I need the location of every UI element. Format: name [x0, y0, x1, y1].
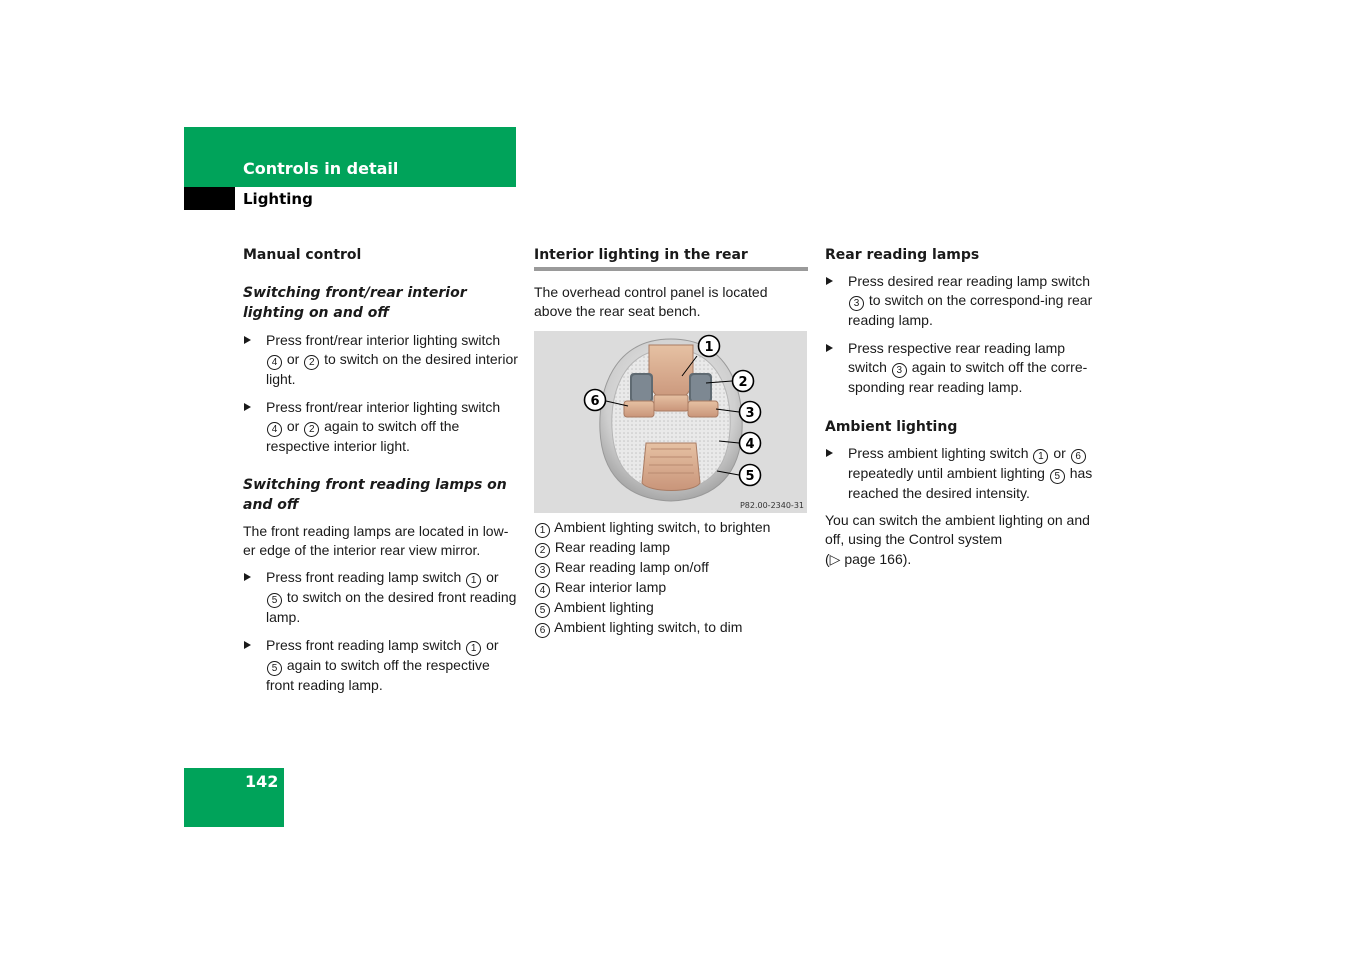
legend-item: 1 Ambient lighting switch, to brighten: [534, 518, 808, 538]
callout-2: [733, 370, 754, 391]
page-number: 142: [245, 772, 279, 791]
bullet-arrow-icon: [244, 403, 251, 411]
page-reference-link[interactable]: page 166).: [844, 550, 912, 567]
callout-number: 6: [1071, 449, 1086, 464]
callout-number: 4: [267, 422, 282, 437]
callout-number: 1: [466, 641, 481, 656]
legend-item: 4 Rear interior lamp: [534, 578, 808, 598]
header-band: [184, 127, 516, 187]
bullet-arrow-icon: [826, 344, 833, 352]
callout-number: 3: [892, 363, 907, 378]
paragraph-control-system: You can switch the ambient lighting on and off, using the Control system (▷ page 166).: [825, 512, 1090, 567]
heading-ambient-lighting: Ambient lighting: [825, 418, 958, 435]
overhead-panel-figure: [534, 331, 807, 513]
svg-text:3: 3: [745, 405, 755, 421]
svg-text:4: 4: [745, 436, 755, 452]
instruction-item: Press front reading lamp switch 1 or 5 again to switch off the respective front reading lamp.: [243, 636, 519, 695]
figure-legend: [534, 518, 808, 638]
svg-text:1: 1: [704, 339, 714, 355]
instruction-item: Press desired rear reading lamp switch 3 to switch on the correspond-ing rear reading lamp.: [825, 272, 1105, 331]
bullet-arrow-icon: [244, 573, 251, 581]
paragraph-panel-location: The overhead control panel is located above the rear seat bench.: [534, 284, 768, 320]
instruction-item: Press ambient lighting switch 1 or 6 repeatedly until ambient lighting 5 has reached the desired intensity.: [825, 444, 1105, 503]
subsection-marker: [184, 187, 235, 210]
legend-item: 3 Rear reading lamp on/off: [534, 558, 808, 578]
heading-manual-control: Manual control: [243, 247, 362, 263]
figure-code: P82.00-2340-31: [739, 500, 804, 510]
instruction-item: Press front/rear interior lighting switch 4 or 2 again to switch off the respective interior light.: [243, 398, 519, 457]
heading-rear-reading-lamps: Rear reading lamps: [825, 247, 980, 263]
overhead-panel-illustration: [534, 331, 807, 513]
paragraph-mirror: The front reading lamps are located in low-er edge of the interior rear view mirror.: [243, 522, 509, 559]
svg-text:2: 2: [738, 374, 748, 390]
callout-3: [740, 401, 761, 422]
bullet-arrow-icon: [244, 641, 251, 649]
callout-number: 2: [304, 355, 319, 370]
callout-5: [740, 464, 761, 485]
callout-number: 4: [267, 355, 282, 370]
column-right: [825, 246, 1105, 569]
bullet-arrow-icon: [244, 336, 251, 344]
svg-text:5: 5: [745, 468, 755, 484]
callout-number: 1: [466, 573, 481, 588]
bullet-arrow-icon: [826, 277, 833, 285]
column-middle: [534, 246, 808, 638]
callout-1: [699, 335, 720, 356]
subsection-title: Lighting: [243, 190, 313, 208]
callout-number: 5: [267, 661, 282, 676]
callout-number: 2: [304, 422, 319, 437]
callout-number: 5: [267, 593, 282, 608]
callout-number: 3: [849, 296, 864, 311]
page-ref-arrow-icon: ▷: [829, 550, 841, 567]
instruction-item: Press front/rear interior lighting switch 4 or 2 to switch on the desired interior light.: [243, 331, 519, 390]
section-title: Controls in detail: [243, 159, 399, 178]
subheading-front-reading: Switching front reading lamps on and off: [243, 476, 507, 513]
callout-4: [740, 432, 761, 453]
legend-item: 2 Rear reading lamp: [534, 538, 808, 558]
callout-number: 1: [1033, 449, 1048, 464]
legend-item: 6 Ambient lighting switch, to dim: [534, 618, 808, 638]
heading-interior-rear: Interior lighting in the rear: [534, 246, 808, 271]
instruction-item: Press respective rear reading lamp switch 3 again to switch off the corre-sponding rear reading lamp.: [825, 339, 1105, 398]
bullet-arrow-icon: [826, 449, 833, 457]
column-left: [243, 246, 519, 695]
subheading-front-rear: Switching front/rear interior lighting on and off: [243, 285, 467, 321]
instruction-item: Press front reading lamp switch 1 or 5 to switch on the desired front reading lamp.: [243, 568, 519, 627]
svg-text:6: 6: [590, 393, 600, 409]
legend-item: 5 Ambient lighting: [534, 598, 808, 618]
callout-6: [585, 389, 606, 410]
callout-number: 5: [1050, 469, 1065, 484]
